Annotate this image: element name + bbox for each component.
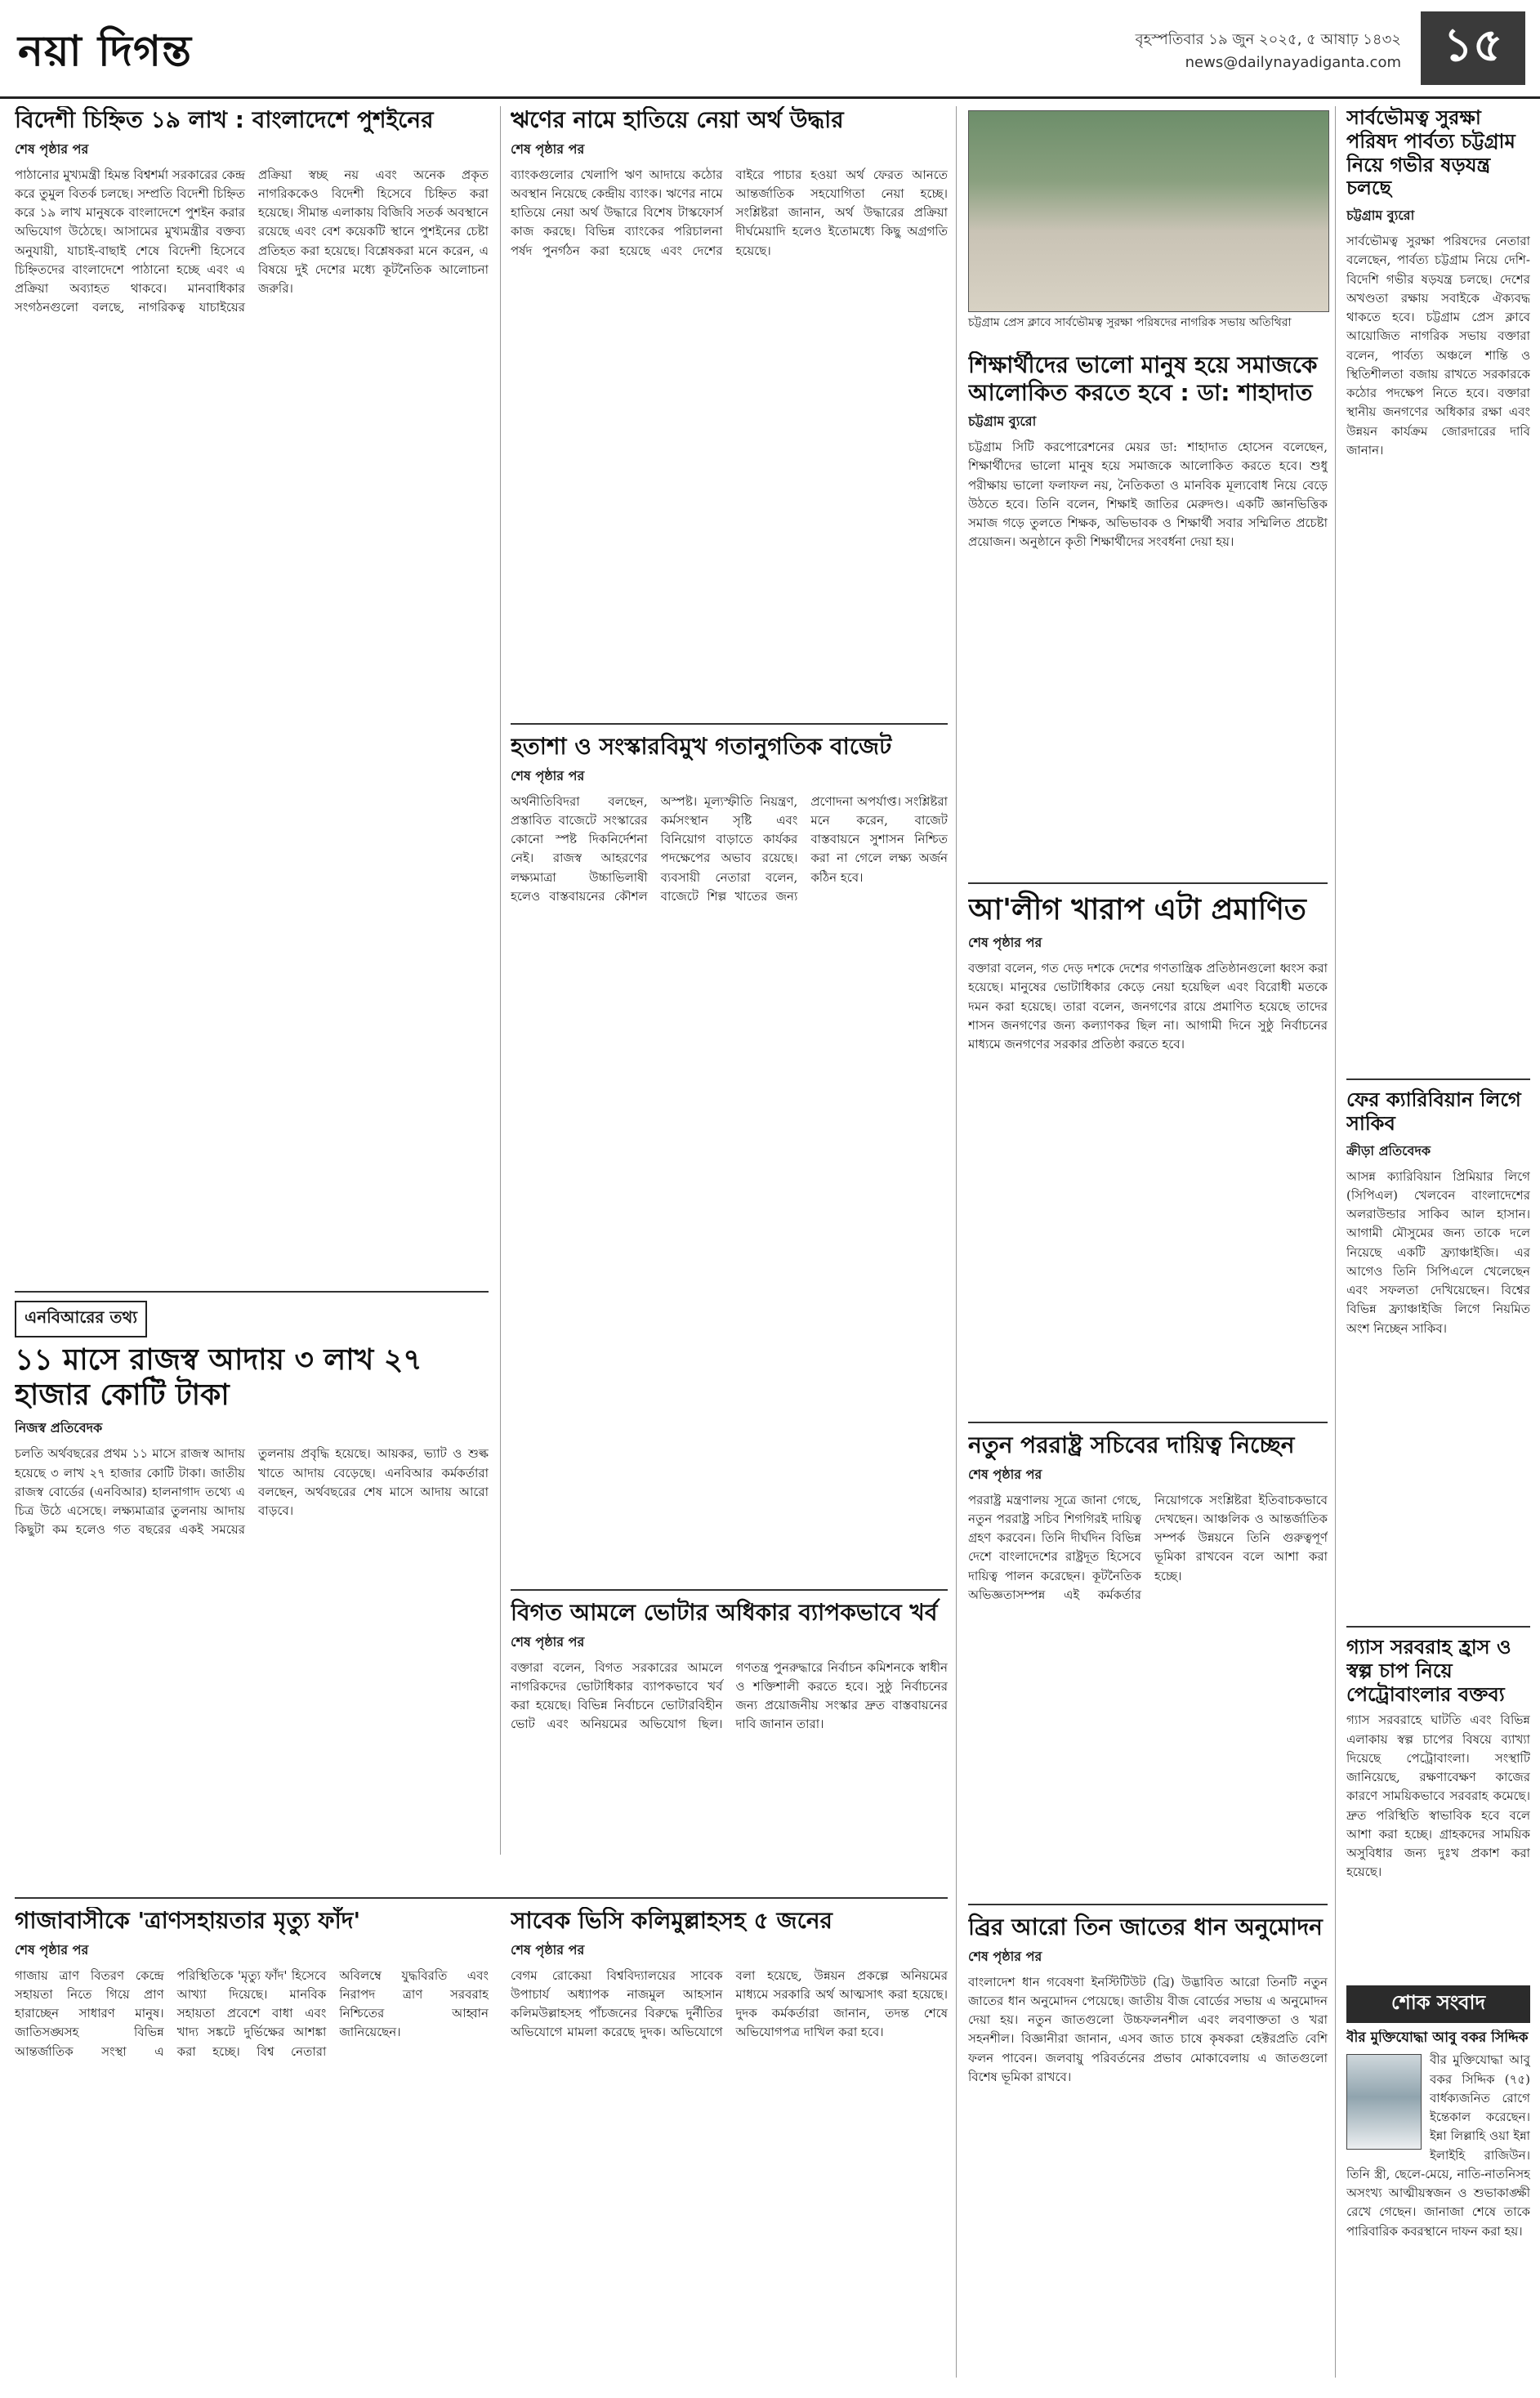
section-divider [968, 882, 1328, 884]
story-headline: নতুন পররাষ্ট্র সচিবের দায়িত্ব নিচ্ছেন [968, 1431, 1295, 1458]
story-sovereignty [1346, 106, 1530, 1070]
story-continuation-label: শেষ পৃষ্ঠার পর [968, 1948, 1042, 1964]
column-divider [500, 106, 501, 1855]
obituary-portrait [1346, 2054, 1422, 2150]
story-headline: ফের ক্যারিবিয়ান লিগে সাকিব [1346, 1088, 1521, 1135]
story-headline: ঋণের নামে হাতিয়ে নেয়া অর্থ উদ্ধার [511, 106, 844, 133]
story-body: পাঠানোর মুখ্যমন্ত্রী হিমন্ত বিশ্বশর্মা সরকারের কেন্দ্র করে তুমুল বিতর্ক চলছে। সম্প্রতি বিদেশী চিহ্নিত করে ১৯ লাখ মানুষকে বাংলাদেশে পুশইন করার অভিযোগ উঠেছে। আসামের মুখ্যমন্ত্রীর বক্তব্য অনুযায়ী, যাচাই-বাছাই শেষে বিদেশী হিসেবে চিহ্নিতদের বাংলাদেশে পাঠানো হচ্ছে এবং এ প্রক্রিয়া অব্যাহত থাকবে। মানবাধিকার সংগঠনগুলো বলছে, নাগরিকত্ব যাচাইয়ের প্রক্রিয়া স্বচ্ছ নয় এবং অনেক প্রকৃত নাগরিককেও বিদেশী হিসেবে চিহ্নিত করা হয়েছে। সীমান্ত এলাকায় বিজিবি সতর্ক অবস্থানে রয়েছে এবং বেশ কয়েকটি স্থানে পুশইনের চেষ্টা প্রতিহত করা হয়েছে। বিশ্লেষকরা মনে করেন, এ বিষয়ে দুই দেশের মধ্যে কূটনৈতিক আলোচনা জরুরি। [15, 167, 489, 315]
story-vc-case [511, 1907, 948, 2389]
story-continuation-label: শেষ পৃষ্ঠার পর [511, 141, 585, 157]
story-body: পররাষ্ট্র মন্ত্রণালয় সূত্রে জানা গেছে, নতুন পররাষ্ট্র সচিব শিগগিরই দায়িত্ব গ্রহণ করবেন। তিনি দীর্ঘদিন বিভিন্ন দেশে বাংলাদেশের রাষ্ট্রদূত হিসেবে দায়িত্ব পালন করেছেন। কূটনৈতিক অভিজ্ঞতাসম্পন্ন এই কর্মকর্তার নিয়োগকে সংশ্লিষ্টরা ইতিবাচকভাবে দেখছেন। আঞ্চলিক ও আন্তর্জাতিক সম্পর্ক উন্নয়নে তিনি গুরুত্বপূর্ণ ভূমিকা রাখবেন বলে আশা করা হচ্ছে। [968, 1492, 1328, 1602]
section-divider [968, 1904, 1328, 1905]
story-byline: চট্টগ্রাম ব্যুরো [1346, 208, 1415, 224]
story-headline: ব্রির আরো তিন জাতের ধান অনুমোদন [968, 1913, 1323, 1940]
story-continuation-label: শেষ পৃষ্ঠার পর [511, 1941, 585, 1958]
story-rice-varieties [968, 1904, 1328, 2386]
story-awami-league [968, 882, 1328, 1413]
column-divider [1335, 106, 1336, 2378]
story-voting-rights [511, 1589, 948, 1883]
section-divider [511, 723, 948, 725]
event-photo [968, 110, 1329, 312]
story-byline: ক্রীড়া প্রতিবেদক [1346, 1142, 1431, 1159]
story-continuation-label: শেষ পৃষ্ঠার পর [511, 767, 585, 784]
story-continuation-label: শেষ পৃষ্ঠার পর [968, 1466, 1042, 1482]
photo-caption: চট্টগ্রাম প্রেস ক্লাবে সার্বভৌমত্ব সুরক্ষা পরিষদের নাগরিক সভায় অতিথিরা [968, 316, 1292, 329]
story-body: বাংলাদেশ ধান গবেষণা ইনস্টিটিউট (ব্রি) উদ্ভাবিত আরো তিনটি নতুন জাতের ধান অনুমোদন পেয়েছে। জাতীয় বীজ বোর্ডের সভায় এ অনুমোদন দেয়া হয়। নতুন জাতগুলো উচ্চফলনশীল এবং লবণাক্ততা ও খরা সহনশীল। বিজ্ঞানীরা জানান, এসব জাত চাষে কৃষকরা হেক্টরপ্রতি বেশি ফলন পাবেন। জলবায়ু পরিবর্তনের প্রভাব মোকাবেলায় এ জাতগুলো বিশেষ ভূমিকা রাখবে। [968, 1974, 1328, 2084]
story-headline: আ'লীগ খারাপ এটা প্রমাণিত [968, 893, 1306, 927]
story-body: সার্বভৌমত্ব সুরক্ষা পরিষদের নেতারা বলেছেন, পার্বত্য চট্টগ্রাম নিয়ে দেশি-বিদেশি গভীর ষড়যন্ত্র চলছে। দেশের অখণ্ডতা রক্ষায় সবাইকে ঐক্যবদ্ধ থাকতে হবে। চট্টগ্রাম প্রেস ক্লাবে আয়োজিত নাগরিক সভায় বক্তারা বলেন, পার্বত্য অঞ্চলে শান্তি ও স্থিতিশীলতা বজায় রাখতে সরকারকে কঠোর পদক্ষেপ নিতে হবে। বক্তারা স্থানীয় জনগণের অধিকার রক্ষা এবং উন্নয়ন কার্যক্রম জোরদারের দাবি জানান। [1346, 234, 1530, 458]
story-continuation-label: শেষ পৃষ্ঠার পর [511, 1633, 585, 1650]
story-headline: ১১ মাসে রাজস্ব আদায় ৩ লাখ ২৭ হাজার কোটি টাকা [15, 1343, 422, 1413]
section-divider [511, 1589, 948, 1591]
section-divider [15, 1291, 489, 1293]
obituary-name: বীর মুক্তিযোদ্ধা আবু বকর সিদ্দিক [1346, 2030, 1529, 2046]
story-continuation-label: শেষ পৃষ্ঠার পর [15, 1941, 89, 1958]
story-education [968, 351, 1328, 874]
story-headline: গ্যাস সরবরাহ হ্রাস ও স্বল্প চাপ নিয়ে পেট্রোবাংলার বক্তব্য [1346, 1636, 1511, 1706]
story-body: গাজায় ত্রাণ বিতরণ কেন্দ্রে সহায়তা নিতে গিয়ে প্রাণ হারাচ্ছেন সাধারণ মানুষ। জাতিসঙ্ঘসহ বিভিন্ন আন্তর্জাতিক সংস্থা এ পরিস্থিতিকে 'মৃত্যু ফাঁদ' হিসেবে আখ্যা দিয়েছে। মানবিক সহায়তা প্রবেশে বাধা এবং খাদ্য সঙ্কটে দুর্ভিক্ষের আশঙ্কা করা হচ্ছে। বিশ্ব নেতারা অবিলম্বে যুদ্ধবিরতি এবং নিরাপদ ত্রাণ সরবরাহ নিশ্চিতের আহ্বান জানিয়েছেন। [15, 1967, 489, 2059]
story-continuation-label: শেষ পৃষ্ঠার পর [968, 935, 1042, 951]
story-body: আসন্ন ক্যারিবিয়ান প্রিমিয়ার লিগে (সিপিএল) খেলবেন বাংলাদেশের অলরাউন্ডার সাকিব আল হাসান। আগামী মৌসুমের জন্য তাকে দলে নিয়েছে একটি ফ্র্যাঞ্চাইজি। এর আগেও তিনি সিপিএলে খেলেছেন এবং সফলতা দেখিয়েছেন। বিশ্বের বিভিন্ন ফ্র্যাঞ্চাইজি লিগে নিয়মিত অংশ নিচ্ছেন সাকিব। [1346, 1168, 1530, 1336]
story-headline: সাবেক ভিসি কলিমুল্লাহসহ ৫ জনের [511, 1907, 832, 1934]
section-divider [968, 1422, 1328, 1423]
section-divider [1346, 1078, 1530, 1080]
story-body: বেগম রোকেয়া বিশ্ববিদ্যালয়ের সাবেক উপাচার্য অধ্যাপক নাজমুল আহসান কলিমউল্লাহসহ পাঁচজনের বিরুদ্ধে দুর্নীতির অভিযোগে মামলা করেছে দুদক। অভিযোগে বলা হয়েছে, উন্নয়ন প্রকল্পে অনিয়মের মাধ্যমে সরকারি অর্থ আত্মসাৎ করা হয়েছে। দুদক কর্মকর্তারা জানান, তদন্ত শেষে অভিযোগপত্র দাখিল করা হবে। [511, 1967, 948, 2040]
story-gas-supply [1346, 1626, 1530, 1977]
story-body: গ্যাস সরবরাহে ঘাটতি এবং বিভিন্ন এলাকায় স্বল্প চাপের বিষয়ে ব্যাখ্যা দিয়েছে পেট্রোবাংলা। সংস্থাটি জানিয়েছে, রক্ষণাবেক্ষণ কাজের কারণে সাময়িকভাবে সরবরাহ কমেছে। দ্রুত পরিস্থিতি স্বাভাবিক হবে বলে আশা করা হচ্ছে। গ্রাহকদের সাময়িক অসুবিধার জন্য দুঃখ প্রকাশ করা হয়েছে। [1346, 1713, 1530, 1880]
story-revenue [15, 1301, 489, 1889]
story-foreigners [15, 106, 489, 1283]
story-obituary [1346, 2030, 1530, 2381]
story-body: বীর মুক্তিযোদ্ধা আবু বকর সিদ্দিক (৭৫) বার্ধক্যজনিত রোগে ইন্তেকাল করেছেন। ইন্না লিল্লাহি ওয়া ইন্না ইলাইহি রাজিউন। তিনি স্ত্রী, ছেলে-মেয়ে, নাতি-নাতনিসহ অসংখ্য আত্মীয়স্বজন ও শুভাকাঙ্ক্ষী রেখে গেছেন। জানাজা শেষে তাকে পারিবারিক কবরস্থানে দাফন করা হয়। [1346, 2052, 1530, 2239]
story-loan-recovery [511, 106, 948, 711]
story-continuation-label: শেষ পৃষ্ঠার পর [15, 141, 89, 157]
obituary-banner: শোক সংবাদ [1346, 1985, 1530, 2023]
story-headline: বিদেশী চিহ্নিত ১৯ লাখ : বাংলাদেশে পুশইনের [15, 106, 434, 133]
story-headline: গাজাবাসীকে 'ত্রাণসহায়তার মৃত্যু ফাঁদ' [15, 1907, 361, 1934]
story-headline: সার্বভৌমত্ব সুরক্ষা পরিষদ পার্বত্য চট্টগ্রাম নিয়ে গভীর ষড়যন্ত্র চলছে [1346, 106, 1515, 200]
section-divider [15, 1897, 948, 1899]
story-byline: নিজস্ব প্রতিবেদক [15, 1420, 103, 1436]
contact-email: news@dailynayadiganta.com [1185, 54, 1401, 71]
publication-date: বৃহস্পতিবার ১৯ জুন ২০২৫, ৫ আষাঢ় ১৪৩২ [1135, 31, 1401, 48]
story-byline: চট্টগ্রাম ব্যুরো [968, 413, 1037, 430]
story-budget [511, 723, 948, 1581]
newspaper-logo: নয়া দিগন্ত [18, 27, 192, 76]
story-body: বক্তারা বলেন, বিগত সরকারের আমলে নাগরিকদের ভোটাধিকার ব্যাপকভাবে খর্ব করা হয়েছে। বিভিন্ন নির্বাচনে ভোটারবিহীন ভোট এবং অনিয়মের অভিযোগ ছিল। গণতন্ত্র পুনরুদ্ধারে নির্বাচন কমিশনকে স্বাধীন ও শক্তিশালী করতে হবে। সুষ্ঠু নির্বাচনের জন্য প্রয়োজনীয় সংস্কার দ্রুত বাস্তবায়নের দাবি জানান তারা। [511, 1659, 948, 1732]
story-headline: বিগত আমলে ভোটার অধিকার ব্যাপকভাবে খর্ব [511, 1599, 938, 1626]
story-foreign-secretary [968, 1422, 1328, 1896]
story-body: বক্তারা বলেন, গত দেড় দশকে দেশের গণতান্ত্রিক প্রতিষ্ঠানগুলো ধ্বংস করা হয়েছে। মানুষের ভোটাধিকার কেড়ে নেয়া হয়েছিল এবং বিরোধী মতকে দমন করা হয়েছে। তারা বলেন, জনগণের রায়ে প্রমাণিত হয়েছে তাদের শাসন জনগণের জন্য কল্যাণকর ছিল না। আগামী দিনে সুষ্ঠু নির্বাচনের মাধ্যমে জনগণের সরকার প্রতিষ্ঠা করতে হবে। [968, 961, 1328, 1052]
masthead [0, 0, 1540, 99]
story-kicker: এনবিআরের তথ্য [15, 1301, 147, 1337]
story-body: চলতি অর্থবছরের প্রথম ১১ মাসে রাজস্ব আদায় হয়েছে ৩ লাখ ২৭ হাজার কোটি টাকা। জাতীয় রাজস্ব বোর্ডের (এনবিআর) হালনাগাদ তথ্যে এ চিত্র উঠে এসেছে। লক্ষ্যমাত্রার তুলনায় আদায় কিছুটা কম হলেও গত বছরের একই সময়ের তুলনায় প্রবৃদ্ধি হয়েছে। আয়কর, ভ্যাট ও শুল্ক খাতে আদায় বেড়েছে। এনবিআর কর্মকর্তারা বলছেন, অর্থবছরের শেষ মাসে আদায় আরো বাড়বে। [15, 1446, 489, 1538]
column-divider [956, 106, 957, 2378]
story-gaza [15, 1907, 489, 2389]
story-shakib [1346, 1078, 1530, 1618]
story-headline: হতাশা ও সংস্কারবিমুখ গতানুগতিক বাজেট [511, 733, 892, 760]
story-body: চট্টগ্রাম সিটি করপোরেশনের মেয়র ডা: শাহাদাত হোসেন বলেছেন, শিক্ষার্থীদের ভালো মানুষ হয়ে সমাজকে আলোকিত করতে হবে। শুধু পরীক্ষায় ভালো ফলাফল নয়, নৈতিকতা ও মানবিক মূল্যবোধ নিয়ে বেড়ে উঠতে হবে। তিনি বলেন, শিক্ষাই জাতির মেরুদণ্ড। একটি জ্ঞানভিত্তিক সমাজ গড়ে তুলতে শিক্ষক, অভিভাবক ও শিক্ষার্থী সবার সম্মিলিত প্রচেষ্টা প্রয়োজন। অনুষ্ঠানে কৃতী শিক্ষার্থীদের সংবর্ধনা দেয়া হয়। [968, 440, 1328, 550]
page-number: ১৫ [1421, 11, 1525, 85]
section-divider [1346, 1626, 1530, 1628]
story-body: ব্যাংকগুলোর খেলাপি ঋণ আদায়ে কঠোর অবস্থান নিয়েছে কেন্দ্রীয় ব্যাংক। ঋণের নামে হাতিয়ে নেয়া অর্থ উদ্ধারে বিশেষ টাস্কফোর্স কাজ করছে। বিভিন্ন ব্যাংকের পরিচালনা পর্ষদ পুনর্গঠন করা হয়েছে এবং দেশের বাইরে পাচার হওয়া অর্থ ফেরত আনতে আন্তর্জাতিক সহযোগিতা নেয়া হচ্ছে। সংশ্লিষ্টরা জানান, অর্থ উদ্ধারের প্রক্রিয়া দীর্ঘমেয়াদি হলেও ইতোমধ্যে কিছু অগ্রগতি হয়েছে। [511, 167, 948, 258]
story-headline: শিক্ষার্থীদের ভালো মানুষ হয়ে সমাজকে আলোকিত করতে হবে : ডা: শাহাদাত [968, 351, 1318, 406]
story-body: অর্থনীতিবিদরা বলছেন, প্রস্তাবিত বাজেটে সংস্কারের কোনো স্পষ্ট দিকনির্দেশনা নেই। রাজস্ব আহরণের লক্ষ্যমাত্রা উচ্চাভিলাষী হলেও বাস্তবায়নের কৌশল অস্পষ্ট। মূল্যস্ফীতি নিয়ন্ত্রণ, কর্মসংস্থান সৃষ্টি এবং বিনিয়োগ বাড়াতে কার্যকর পদক্ষেপের অভাব রয়েছে। ব্যবসায়ী নেতারা বলেন, বাজেটে শিল্প খাতের জন্য প্রণোদনা অপর্যাপ্ত। সংশ্লিষ্টরা মনে করেন, বাজেট বাস্তবায়নে সুশাসন নিশ্চিত করা না গেলে লক্ষ্য অর্জন কঠিন হবে। [511, 793, 948, 904]
